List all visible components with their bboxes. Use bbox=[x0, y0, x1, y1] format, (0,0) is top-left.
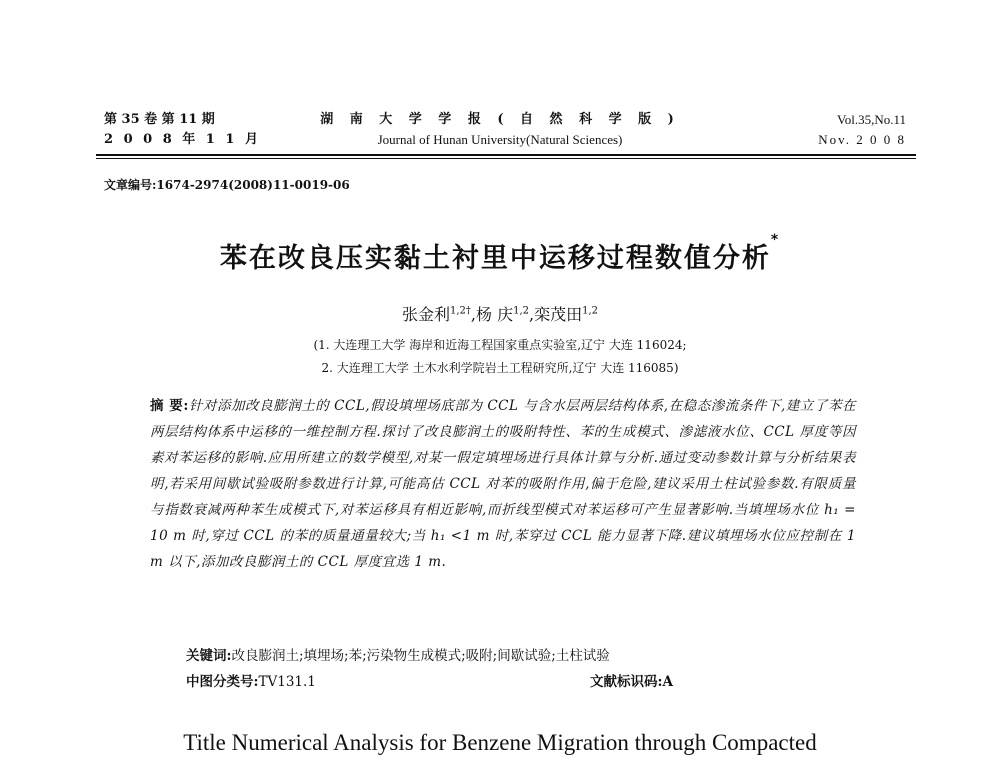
journal-name-en: Journal of Hunan University(Natural Sciences) bbox=[377, 132, 623, 147]
header-center bbox=[300, 110, 700, 150]
abstract bbox=[150, 393, 856, 575]
document-code-value: A bbox=[662, 674, 673, 690]
date-en: Nov. 2 0 0 8 bbox=[818, 132, 906, 147]
author-3-sup: 1,2 bbox=[582, 305, 598, 317]
author-2: ,杨 庆 bbox=[470, 305, 514, 324]
author-1: 张金利 bbox=[401, 305, 450, 324]
classification-value: TV131.1 bbox=[258, 674, 316, 690]
abstract-label: 摘 要: bbox=[150, 398, 189, 414]
classification-label: 中图分类号: bbox=[186, 674, 259, 690]
english-title: Title Numerical Analysis for Benzene Migration through Compacted bbox=[183, 730, 817, 755]
affiliation-1: (1. 大连理工大学 海岸和近海工程国家重点实验室,辽宁 大连 116024; bbox=[313, 338, 687, 352]
document-code bbox=[590, 670, 673, 690]
document-code-label: 文献标识码: bbox=[590, 674, 663, 690]
classification-number bbox=[186, 670, 316, 690]
keywords bbox=[186, 644, 610, 664]
author-list bbox=[0, 302, 1000, 325]
journal-name-cn: 湖 南 大 学 学 报 ( 自 然 科 学 版 ) bbox=[320, 112, 680, 127]
volume-en: Vol.35,No.11 bbox=[837, 112, 906, 127]
date-cn: 2 0 0 8 年 1 1 月 bbox=[104, 132, 261, 147]
author-3: ,栾茂田 bbox=[529, 305, 583, 324]
header-rule-thin bbox=[96, 158, 916, 159]
header-rule-thick bbox=[96, 154, 916, 156]
volume-issue: 第 35 卷 第 11 期 bbox=[104, 112, 215, 127]
paper-title bbox=[0, 232, 1000, 275]
title-footnote-mark: * bbox=[770, 232, 781, 248]
header-right bbox=[818, 110, 906, 150]
author-2-sup: 1,2 bbox=[513, 305, 529, 317]
affiliation-2: 2. 大连理工大学 土木水利学院岩土工程研究所,辽宁 大连 116085) bbox=[321, 361, 679, 375]
article-number: 文章编号:1674-2974(2008)11-0019-06 bbox=[104, 178, 350, 192]
keywords-label: 关键词: bbox=[186, 648, 232, 664]
keywords-text: 改良膨润土;填埋场;苯;污染物生成模式;吸附;间歇试验;土柱试验 bbox=[231, 648, 610, 664]
author-1-sup: 1,2† bbox=[450, 305, 471, 317]
paper-title-text: 苯在改良压实黏土衬里中运移过程数值分析 bbox=[219, 243, 771, 274]
header-left bbox=[104, 110, 261, 150]
abstract-text: 针对添加改良膨润土的 CCL,假设填埋场底部为 CCL 与含水层两层结构体系,在稳态渗流条件下,建立了苯在两层结构体系中运移的一维控制方程.探讨了改良膨润土的吸附特性、苯的生成模式、渗滤液水位、CCL 厚度等因素对苯运移的影响.应用所建立的数学模型,对某一假定填埋场进行具体计算与分析.通过变动参数计算与分析结果表明,若采用间歇试验吸附参数进行计算,可能高估 CCL 对苯的吸附作用,偏于危险,建议采用土柱试验参数.有限质量与指数衰减两种苯生成模式下,对苯运移具有相近影响,而折线型模式对苯运移可产生显著影响.当填埋场水位 h₁ = 10 m 时,穿过 CCL 的苯的质量通量较大;当 h₁ <1 m 时,苯穿过 CCL 能力显著下降.建议填埋场水位应控制在 1 m 以下,添加改良膨润土的 CCL 厚度宜选 1 m. bbox=[150, 398, 856, 570]
